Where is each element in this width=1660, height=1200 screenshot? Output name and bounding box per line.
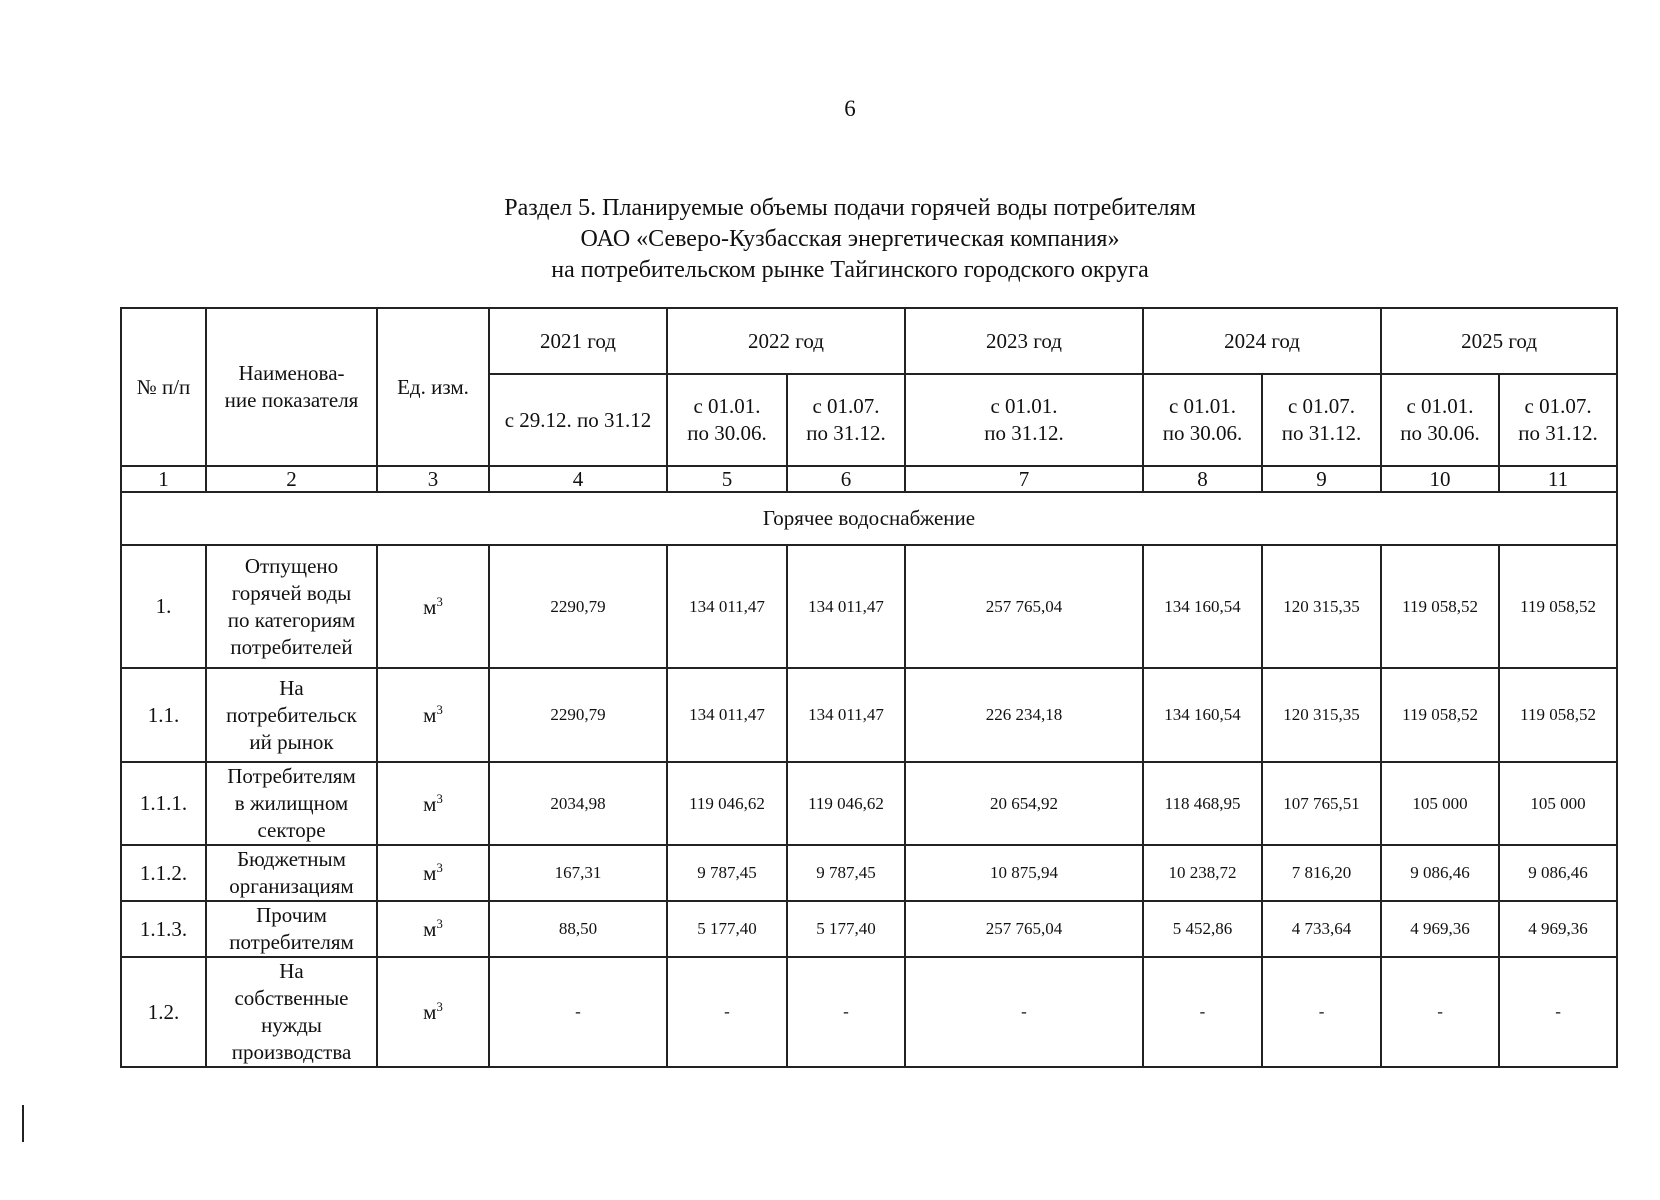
header-year-2021: 2021 год [489, 308, 667, 374]
header-indicator-name: Наименова- ние показателя [206, 308, 377, 466]
value-cell: 9 086,46 [1499, 845, 1617, 901]
scan-margin-mark [22, 1105, 24, 1142]
section-title [0, 193, 1660, 286]
value-cell: 5 452,86 [1143, 901, 1262, 957]
table-row [121, 762, 1617, 845]
header-year-2022: 2022 год [667, 308, 905, 374]
value-cell: 9 787,45 [787, 845, 905, 901]
value-cell: 257 765,04 [905, 901, 1143, 957]
value-cell: 107 765,51 [1262, 762, 1381, 845]
value-cell: 119 058,52 [1499, 668, 1617, 762]
header-period: с 29.12. по 31.12 [489, 374, 667, 466]
page-number: 6 [844, 96, 856, 121]
value-cell: - [1499, 957, 1617, 1067]
header-period: с 01.01. по 30.06. [1381, 374, 1499, 466]
header-row-years [121, 308, 1617, 374]
column-number: 6 [787, 466, 905, 492]
value-cell: 119 046,62 [787, 762, 905, 845]
row-indicator-name: Отпущено горячей воды по категориям потребителей [206, 545, 377, 668]
row-number: 1.2. [121, 957, 206, 1067]
section-label: Горячее водоснабжение [121, 492, 1617, 545]
row-number: 1.1.3. [121, 901, 206, 957]
value-cell: 119 046,62 [667, 762, 787, 845]
value-cell: 134 011,47 [787, 545, 905, 668]
section-title-line-1: Раздел 5. Планируемые объемы подачи горячей воды потребителям [504, 195, 1196, 221]
row-unit: $м^3$ [377, 668, 489, 762]
hot-water-volumes-table [120, 307, 1618, 1068]
row-unit: $м^3$ [377, 762, 489, 845]
row-indicator-name: Прочим потребителям [206, 901, 377, 957]
column-number: 4 [489, 466, 667, 492]
value-cell: 226 234,18 [905, 668, 1143, 762]
header-period: с 01.07. по 31.12. [1262, 374, 1381, 466]
row-unit: $м^3$ [377, 957, 489, 1067]
value-cell: 120 315,35 [1262, 668, 1381, 762]
table-row [121, 845, 1617, 901]
value-cell: 134 160,54 [1143, 668, 1262, 762]
value-cell: 257 765,04 [905, 545, 1143, 668]
row-number: 1.1.2. [121, 845, 206, 901]
value-cell: 134 011,47 [787, 668, 905, 762]
value-cell: 119 058,52 [1381, 668, 1499, 762]
column-number-row [121, 466, 1617, 492]
value-cell: 9 787,45 [667, 845, 787, 901]
column-number: 11 [1499, 466, 1617, 492]
header-period: с 01.01. по 30.06. [667, 374, 787, 466]
header-period: с 01.01. по 30.06. [1143, 374, 1262, 466]
row-unit: $м^3$ [377, 901, 489, 957]
column-number: 9 [1262, 466, 1381, 492]
table-row [121, 901, 1617, 957]
value-cell: 5 177,40 [787, 901, 905, 957]
value-cell: 20 654,92 [905, 762, 1143, 845]
header-period: с 01.07. по 31.12. [1499, 374, 1617, 466]
value-cell: 10 238,72 [1143, 845, 1262, 901]
value-cell: 4 733,64 [1262, 901, 1381, 957]
column-number: 8 [1143, 466, 1262, 492]
section-row [121, 492, 1617, 545]
row-number: 1.1.1. [121, 762, 206, 845]
value-cell: 88,50 [489, 901, 667, 957]
value-cell: - [489, 957, 667, 1067]
header-num: № п/п [121, 308, 206, 466]
column-number: 5 [667, 466, 787, 492]
value-cell: 134 011,47 [667, 668, 787, 762]
header-year-2024: 2024 год [1143, 308, 1381, 374]
value-cell: 2290,79 [489, 545, 667, 668]
value-cell: 167,31 [489, 845, 667, 901]
value-cell: 119 058,52 [1499, 545, 1617, 668]
table-row [121, 545, 1617, 668]
header-period: с 01.07. по 31.12. [787, 374, 905, 466]
value-cell: 4 969,36 [1499, 901, 1617, 957]
column-number: 3 [377, 466, 489, 492]
row-number: 1. [121, 545, 206, 668]
section-title-line-2: ОАО «Северо-Кузбасская энергетическая компания» [580, 226, 1120, 252]
value-cell: 7 816,20 [1262, 845, 1381, 901]
value-cell: - [1143, 957, 1262, 1067]
header-year-2025: 2025 год [1381, 308, 1617, 374]
value-cell: 120 315,35 [1262, 545, 1381, 668]
value-cell: - [1381, 957, 1499, 1067]
section-title-line-3: на потребительском рынке Тайгинского городского округа [551, 257, 1149, 283]
row-indicator-name: Потребителям в жилищном секторе [206, 762, 377, 845]
row-number: 1.1. [121, 668, 206, 762]
row-unit: $м^3$ [377, 545, 489, 668]
value-cell: 105 000 [1381, 762, 1499, 845]
value-cell: - [1262, 957, 1381, 1067]
value-cell: 9 086,46 [1381, 845, 1499, 901]
value-cell: 118 468,95 [1143, 762, 1262, 845]
value-cell: 2034,98 [489, 762, 667, 845]
row-indicator-name: На собственные нужды производства [206, 957, 377, 1067]
value-cell: 4 969,36 [1381, 901, 1499, 957]
value-cell: 10 875,94 [905, 845, 1143, 901]
value-cell: 134 160,54 [1143, 545, 1262, 668]
value-cell: 105 000 [1499, 762, 1617, 845]
value-cell: 134 011,47 [667, 545, 787, 668]
column-number: 2 [206, 466, 377, 492]
row-unit: $м^3$ [377, 845, 489, 901]
header-unit: Ед. изм. [377, 308, 489, 466]
header-period: с 01.01. по 31.12. [905, 374, 1143, 466]
value-cell: 5 177,40 [667, 901, 787, 957]
row-indicator-name: Бюджетным организациям [206, 845, 377, 901]
column-number: 1 [121, 466, 206, 492]
column-number: 7 [905, 466, 1143, 492]
value-cell: - [905, 957, 1143, 1067]
value-cell: - [787, 957, 905, 1067]
value-cell: - [667, 957, 787, 1067]
table-row [121, 668, 1617, 762]
value-cell: 2290,79 [489, 668, 667, 762]
row-indicator-name: На потребительск ий рынок [206, 668, 377, 762]
column-number: 10 [1381, 466, 1499, 492]
header-year-2023: 2023 год [905, 308, 1143, 374]
table-row [121, 957, 1617, 1067]
value-cell: 119 058,52 [1381, 545, 1499, 668]
